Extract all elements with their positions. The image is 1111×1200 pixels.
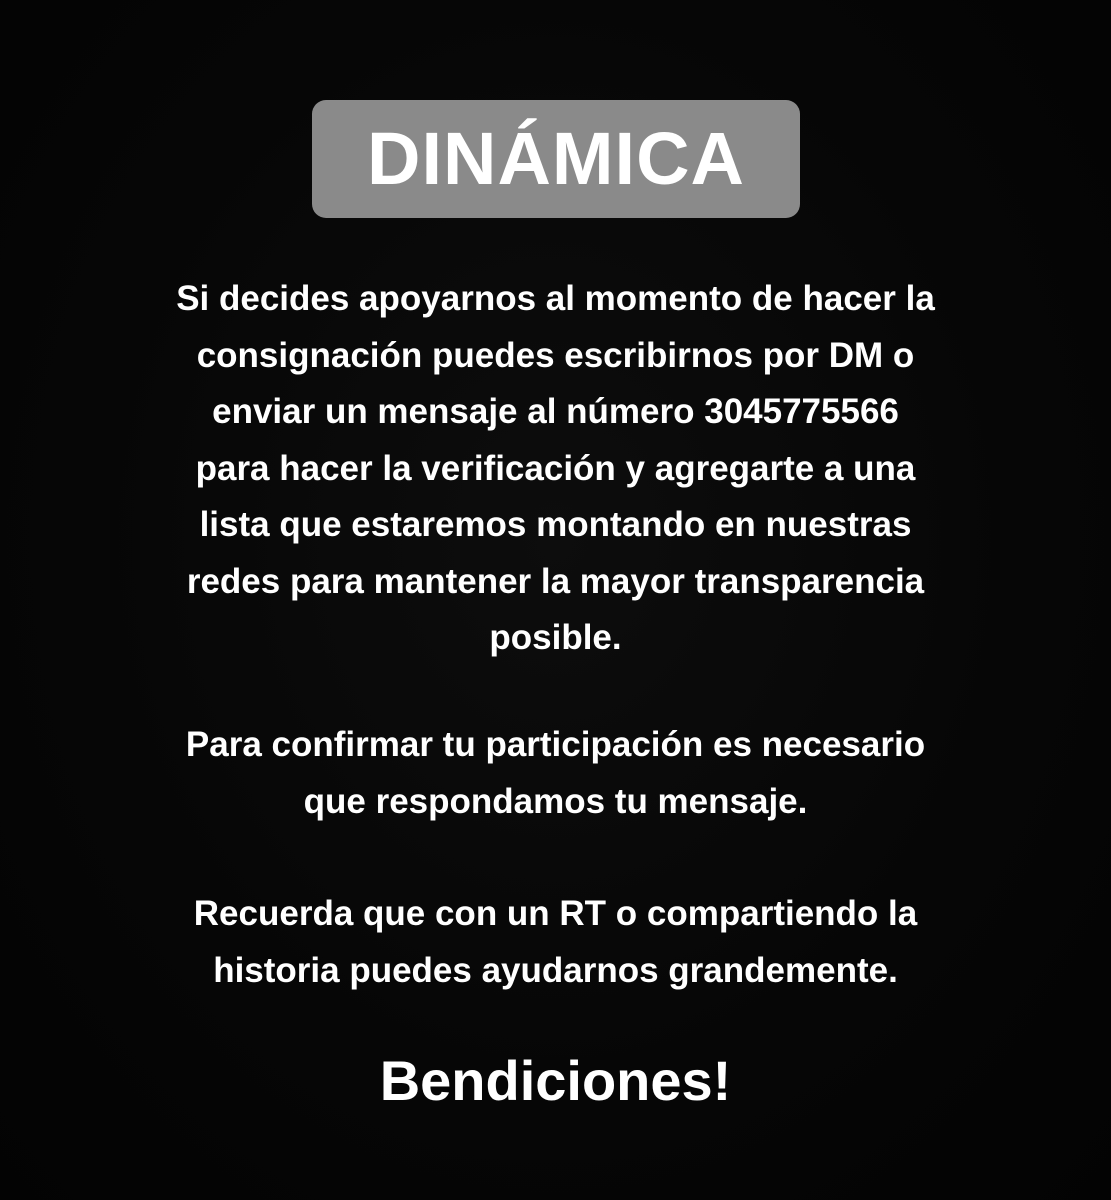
title-text: DINÁMICA	[367, 117, 745, 200]
paragraph-confirmation	[60, 717, 1051, 830]
paragraph-line: lista que estaremos montando en nuestras	[199, 505, 912, 544]
paragraph-line: historia puedes ayudarnos grandemente.	[213, 950, 898, 990]
paragraph-line: redes para mantener la mayor transparencia	[186, 561, 925, 601]
paragraph-line: Para confirmar tu participación es necesario	[185, 725, 926, 764]
paragraph-line: para hacer la verificación y agregarte a una	[195, 448, 916, 488]
paragraph-line: consignación puedes escribirnos por DM o	[196, 335, 915, 375]
paragraph-share-reminder	[60, 886, 1051, 999]
paragraph-line: posible.	[489, 618, 622, 657]
closing-text: Bendiciones!	[379, 1049, 732, 1112]
paragraph-line: enviar un mensaje al número 3045775566	[212, 392, 899, 431]
paragraph-instructions	[60, 271, 1051, 667]
paragraph-line: que respondamos tu mensaje.	[303, 781, 808, 821]
paragraph-line: Si decides apoyarnos al momento de hacer la	[176, 279, 935, 318]
paragraph-line: Recuerda que con un RT o compartiendo la	[193, 894, 918, 933]
title-badge	[312, 100, 800, 218]
